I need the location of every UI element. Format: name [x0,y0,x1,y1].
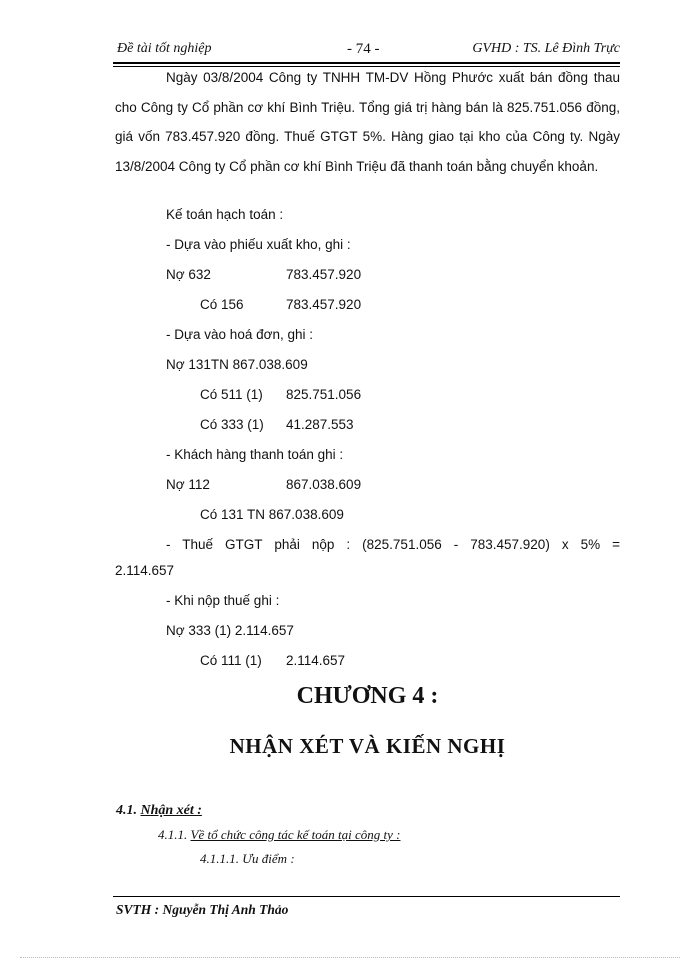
entry-vat-result: 2.114.657 [115,563,175,578]
entry-credit-156: Có 156 [200,297,244,312]
entry-debit-632-amount: 783.457.920 [286,267,362,282]
footer-student: SVTH : Nguyễn Thị Anh Thảo [116,902,289,917]
entry-debit-333: Nợ 333 (1) 2.114.657 [166,623,294,638]
section-title: Nhận xét : [140,803,202,818]
page-header [115,41,620,61]
entry-credit-511-amount: 825.751.056 [286,387,362,402]
chapter-subtitle: NHẬN XÉT VÀ KIẾN NGHỊ [229,734,506,758]
entry-credit-111: Có 111 (1) [200,653,262,668]
entry-debit-112: Nợ 112 [166,477,210,492]
entry-debit-632: Nợ 632 [166,267,211,282]
chapter-title: CHƯƠNG 4 : [296,683,439,709]
entry-tax-payment-note: - Khi nộp thuế ghi : [166,593,280,608]
entry-warehouse-note: - Dựa vào phiếu xuất kho, ghi : [166,237,351,252]
subsection-number: 4.1.1. [158,827,188,842]
intro-paragraph: Ngày 03/8/2004 Công ty TNHH TM-DV Hồng Phước xuất bán đồng thau cho Công ty Cổ phần cơ khí Bình Triệu. Tổng giá trị hàng bán là 825.751.056 đồng, giá vốn 783.457.920 đồng. Thuế GTGT 5%. Hàng giao tại kho của Công ty. Ngày 13/8/2004 Công ty Cổ phần cơ khí Bình Triệu đã thanh toán bằng chuyển khoản. [115,70,620,174]
section-heading-4-1 [116,803,202,819]
section-heading-4-1-1-1: 4.1.1.1. Ưu điểm : [200,851,295,866]
section-number: 4.1. [116,803,137,818]
entry-vat-formula: - Thuế GTGT phải nộp : (825.751.056 - 783.457.920) x 5% = [166,537,620,552]
entry-credit-156-amount: 783.457.920 [286,297,362,312]
entry-credit-131tn: Có 131 TN 867.038.609 [200,507,344,522]
entry-credit-333-amount: 41.287.553 [286,417,354,432]
page-boundary-dotted-line [20,957,680,958]
entry-invoice-note: - Dựa vào hoá đơn, ghi : [166,327,313,342]
footer-rule [113,896,620,897]
entry-heading: Kế toán hạch toán : [166,207,284,222]
entry-credit-511: Có 511 (1) [200,387,263,402]
entry-credit-333: Có 333 (1) [200,417,264,432]
entry-debit-112-amount: 867.038.609 [286,477,362,492]
entry-credit-111-amount: 2.114.657 [286,653,346,668]
subsection-title: Về tổ chức công tác kế toán tại công ty : [190,827,401,842]
header-advisor: GVHD : TS. Lê Đình Trực [472,41,620,56]
header-thesis-label: Đề tài tốt nghiệp [117,41,212,56]
entry-payment-note: - Khách hàng thanh toán ghi : [166,447,344,462]
page-number: - 74 - [347,41,380,57]
section-heading-4-1-1 [158,827,400,843]
entry-debit-131tn: Nợ 131TN 867.038.609 [166,357,308,372]
